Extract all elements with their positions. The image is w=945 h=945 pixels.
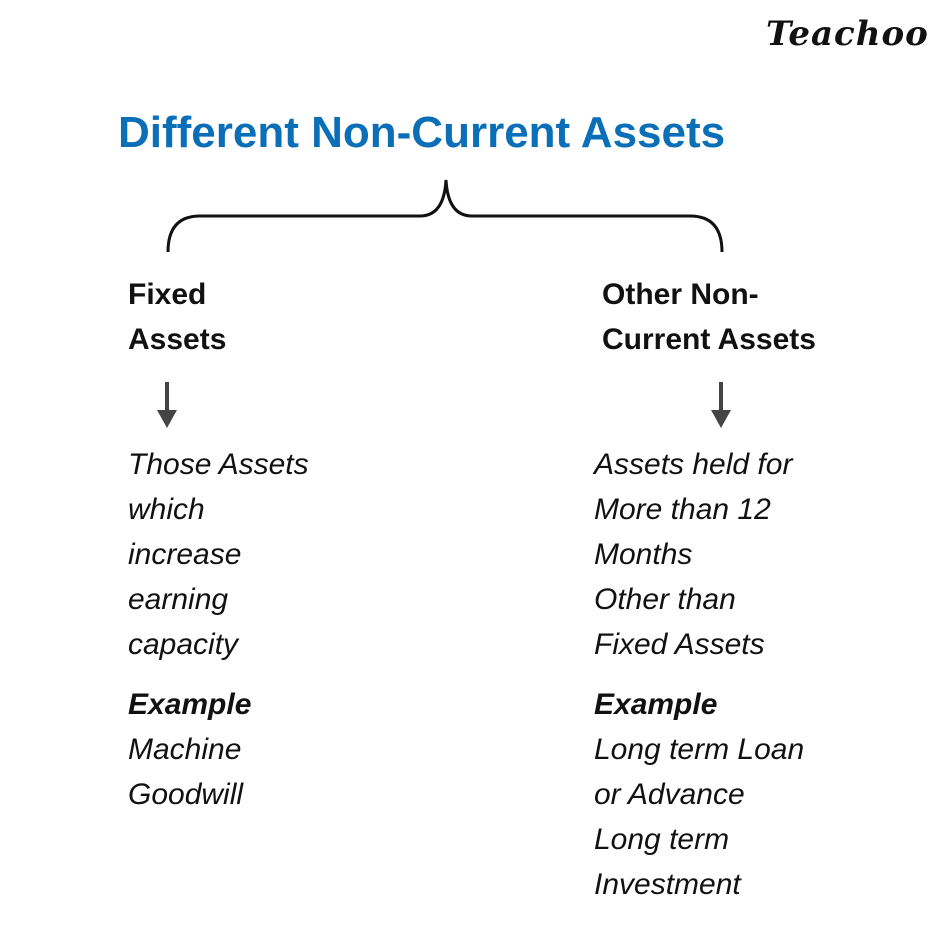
heading-line: Assets <box>128 323 227 356</box>
heading-line: Other Non- <box>602 278 759 311</box>
fixed-assets-description <box>128 442 309 817</box>
brand-logo: Teachoo <box>766 14 929 54</box>
other-non-current-assets-heading <box>602 272 816 362</box>
example-item: Goodwill <box>128 778 244 811</box>
description-line: capacity <box>128 628 239 661</box>
diagram-title: Different Non-Current Assets <box>118 108 726 157</box>
description-line: Those Assets <box>128 448 309 481</box>
description-line: More than 12 <box>594 493 771 526</box>
fixed-assets-heading <box>128 272 226 362</box>
example-label: Example <box>594 688 718 721</box>
description-line: increase <box>128 538 242 571</box>
down-arrow-icon <box>708 382 734 430</box>
heading-line: Fixed <box>128 278 207 311</box>
example-item: Long term <box>594 823 730 856</box>
example-label: Example <box>128 688 252 721</box>
down-arrow-icon <box>154 382 180 430</box>
description-line: which <box>128 493 205 526</box>
example-item: Long term Loan <box>594 733 805 766</box>
description-line: Assets held for <box>594 448 793 481</box>
other-non-current-assets-description <box>594 442 804 907</box>
example-item: or Advance <box>594 778 745 811</box>
description-line: Fixed Assets <box>594 628 765 661</box>
description-line: Months <box>594 538 693 571</box>
heading-line: Current Assets <box>602 323 816 356</box>
description-line: Other than <box>594 583 736 616</box>
example-item: Investment <box>594 868 741 901</box>
description-line: earning <box>128 583 229 616</box>
example-item: Machine <box>128 733 242 766</box>
